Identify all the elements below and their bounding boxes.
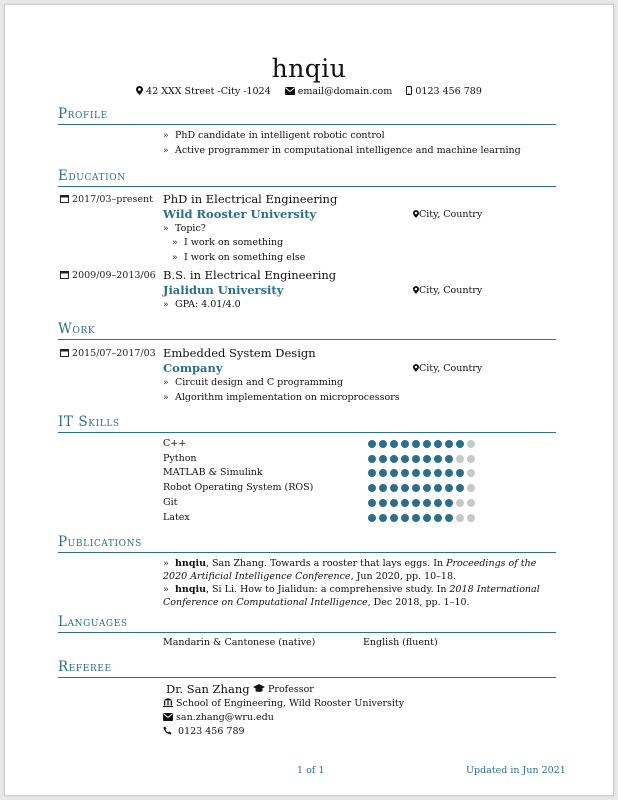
skill-dot-filled [401,455,409,463]
skill-dot-filled [401,484,409,492]
skill-dot-filled [368,469,376,477]
skill-dot-empty [467,440,475,448]
skill-name: Python [163,453,197,464]
contact-line [0,86,618,97]
referee-phone: 0123 456 789 [163,726,245,737]
skill-dot-filled [434,440,442,448]
skill-dot-filled [412,484,420,492]
skill-dot-filled [423,484,431,492]
phone-text: 0123 456 789 [415,86,482,97]
graduation-cap-icon [253,684,265,695]
skill-level-dots [368,484,475,492]
list-item: » GPA: 4.01/4.0 [163,299,241,310]
calendar-icon [60,348,69,359]
envelope-icon [163,712,173,723]
section-title-languages: Languages [58,614,128,630]
entry-organization: Jialidun University [163,283,284,297]
list-item: » I work on something else [172,252,306,263]
skill-name: Git [163,497,178,508]
skill-dot-filled [456,484,464,492]
entry-date: 2009/09–2013/06 [60,270,156,281]
entry-location: City, Country [413,285,482,296]
skill-dot-filled [379,499,387,507]
entry-location: City, Country [413,363,482,374]
skill-dot-filled [445,514,453,522]
skill-name: MATLAB & Simulink [163,467,263,478]
mobile-phone-icon [406,86,412,97]
skill-dot-filled [379,469,387,477]
skill-dot-filled [434,499,442,507]
skill-level-dots [368,469,475,477]
section-divider [58,677,556,678]
skill-dot-filled [423,469,431,477]
skill-dot-filled [434,455,442,463]
skill-dot-filled [445,469,453,477]
skill-level-dots [368,514,475,522]
section-divider [58,339,556,340]
skill-dot-filled [368,514,376,522]
publication-item: » hnqiu, San Zhang. Towards a rooster that lays eggs. In Proceedings of the 2020 Artificial Intelligence Conference, Jun 2020, pp. 10–18. [163,558,537,582]
skill-dot-filled [423,440,431,448]
skill-dot-filled [445,440,453,448]
skill-dot-empty [456,455,464,463]
phone-icon [163,726,172,737]
skill-level-dots [368,455,475,463]
skill-dot-filled [456,469,464,477]
skill-dot-filled [390,484,398,492]
skill-dot-empty [467,514,475,522]
skill-dot-filled [456,440,464,448]
skill-dot-filled [401,440,409,448]
skill-dot-filled [412,514,420,522]
publication-item: » hnqiu, Si Li. How to Jialidun: a comprehensive study. In 2018 International Conference on Computational Intelligence, Dec 2018, pp. 1–10. [163,584,540,608]
referee-department: School of Engineering, Wild Rooster University [163,698,404,709]
list-item: » Active programmer in computational intelligence and machine learning [163,145,521,156]
calendar-icon [60,270,69,281]
entry-title: Embedded System Design [163,346,316,360]
list-item: » PhD candidate in intelligent robotic control [163,130,385,141]
page-number: 1 of 1 [297,765,325,776]
skill-dot-filled [401,514,409,522]
skill-dot-filled [412,455,420,463]
skill-dot-filled [390,440,398,448]
skill-dot-empty [467,455,475,463]
envelope-icon [285,86,295,97]
section-title-skills: IT Skills [58,414,120,430]
skill-dot-filled [423,499,431,507]
section-title-profile: Profile [58,106,108,122]
list-item: » Circuit design and C programming [163,377,344,388]
section-divider [58,432,556,433]
skill-dot-filled [379,455,387,463]
entry-date: 2017/03–present [60,194,153,205]
skill-dot-filled [423,514,431,522]
skill-name: Latex [163,512,190,523]
skill-dot-filled [445,455,453,463]
skill-dot-empty [456,514,464,522]
skill-dot-filled [368,484,376,492]
list-item: » Algorithm implementation on microprocessors [163,392,400,403]
skill-name: C++ [163,438,187,449]
skill-dot-filled [445,499,453,507]
list-item: » I work on something [172,237,284,248]
section-divider [58,632,556,633]
skill-dot-filled [434,484,442,492]
map-pin-icon [136,86,143,97]
section-title-work: Work [58,321,96,337]
university-icon [163,698,173,709]
skill-dot-filled [368,455,376,463]
skill-level-dots [368,440,475,448]
skill-dot-filled [390,499,398,507]
skill-dot-filled [379,484,387,492]
entry-title: PhD in Electrical Engineering [163,192,338,206]
skill-dot-filled [368,440,376,448]
entry-location: City, Country [413,209,482,220]
referee-name: Dr. San Zhang [166,682,250,696]
skill-dot-empty [467,469,475,477]
language-item: Mandarin & Cantonese (native) [163,637,316,648]
language-item: English (fluent) [363,637,438,648]
skill-name: Robot Operating System (ROS) [163,482,314,493]
skill-dot-filled [401,469,409,477]
address-text: 42 XXX Street -City -1024 [146,86,271,97]
skill-dot-filled [368,499,376,507]
skill-dot-filled [412,440,420,448]
section-divider [58,552,556,553]
section-title-education: Education [58,168,126,184]
skill-dot-filled [423,455,431,463]
section-divider [58,124,556,125]
skill-dot-filled [434,514,442,522]
referee-role: Professor [253,684,314,695]
skill-dot-filled [390,469,398,477]
updated-date: Updated in Jun 2021 [466,765,566,776]
skill-dot-filled [401,499,409,507]
skill-dot-filled [379,440,387,448]
skill-level-dots [368,499,475,507]
skill-dot-filled [390,455,398,463]
entry-date: 2015/07–2017/03 [60,348,156,359]
skill-dot-empty [467,499,475,507]
skill-dot-filled [434,469,442,477]
entry-organization: Company [163,361,223,375]
calendar-icon [60,194,69,205]
skill-dot-filled [390,514,398,522]
referee-email[interactable]: san.zhang@wru.edu [163,712,274,723]
skill-dot-filled [445,484,453,492]
skill-dot-empty [456,499,464,507]
section-title-publications: Publications [58,534,142,550]
skill-dot-filled [412,499,420,507]
entry-title: B.S. in Electrical Engineering [163,268,337,282]
resume-name: hnqiu [271,54,347,83]
section-title-referee: Referee [58,659,112,675]
list-item: » Topic? [163,223,206,234]
skill-dot-filled [412,469,420,477]
entry-organization: Wild Rooster University [163,207,317,221]
email-link[interactable]: email@domain.com [297,86,393,97]
skill-dot-empty [467,484,475,492]
skill-dot-filled [379,514,387,522]
section-divider [58,186,556,187]
